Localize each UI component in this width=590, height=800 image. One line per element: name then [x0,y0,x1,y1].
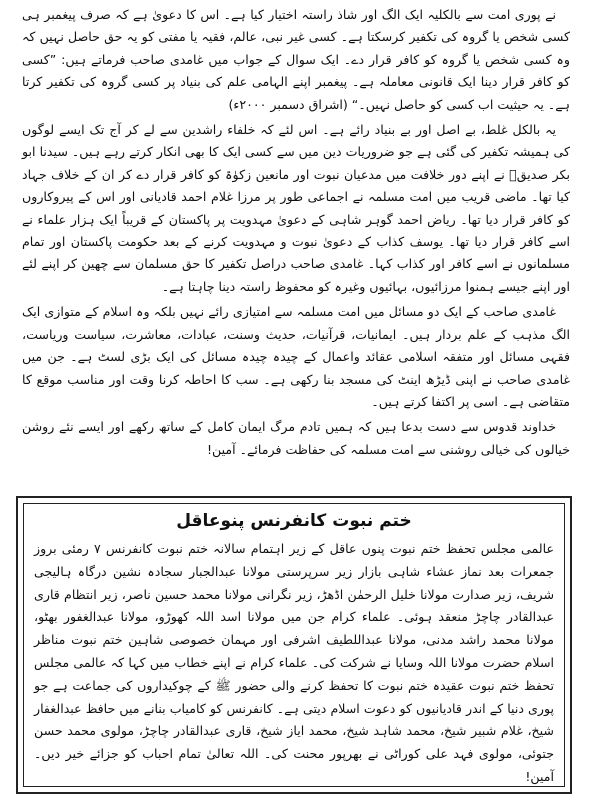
article-column [22,4,570,464]
article-paragraph-4: خداوند قدوس سے دست بدعا ہیں کہ ہمیں تادم مرگ ایمان کامل کے ساتھ رکھے اور ایسے نئے روشن خیالوں کی خیالی روشنی سے امت مسلمہ کی حفاظت فرمائے۔ آمین! [22,419,570,457]
news-box [16,496,572,794]
article-paragraph-2: یہ بالکل غلط، بے اصل اور بے بنیاد رائے ہے۔ اس لئے کہ خلفاء راشدین سے لے کر آج تک ایسے لوگوں کی ہمیشہ تکفیر کی گئی ہے جو ضروریات دین میں سے کسی ایک کا بھی انکار کرتے رہے ہیں۔ سیدنا ابو بکر صدیقؓ نے اپنے دور خلافت میں مدعیان نبوت اور مانعین زکوٰۃ کو کافر قرار دے کر ان کے خلاف جہاد کیا تھا۔ ماضی قریب میں امت مسلمہ نے اجماعی طور پر مرزا غلام احمد قادیانی اور اس کے پیروکاروں کو کافر قرار دیا تھا۔ ریاض احمد گوہر شاہی کے دعویٰ مہدویت پر پاکستان کے قریباً ایک ہزار علماء نے اسے کافر قرار دیا تھا۔ یوسف کذاب کے دعویٰ نبوت و مہدویت کرنے کے بعد حکومت پاکستان اور تمام مسلمانوں نے اسے کافر اور کذاب کہا۔ غامدی صاحب دراصل تکفیر کا حق مسلمان سے چھین کر اپنے لئے اور اپنے جیسے ہمنوا مرزائیوں، بہائیوں وغیرہ کو محفوظ راستہ دینا چاہتا ہے۔ [22,122,570,294]
news-box-body: عالمی مجلس تحفظ ختم نبوت پنوں عاقل کے زیر اہتمام سالانہ ختم نبوت کانفرنس ۷ رمئی بروز جمعرات بعد نماز عشاء شاہی بازار زیر سرپرستی مولانا عبدالجبار سجادہ نشین درگاہ ہالیجی شریف، زیر صدارت مولانا خلیل الرحمٰن اڈھڑ، زیر نگرانی مولانا محمد حسین ناصر، زیر انتظام قاری عبدالقادر چاچڑ منعقد ہوئی۔ علماء کرام جن میں مولانا اسد اللہ کھوڑو، مولانا عبدالغفور بھٹو، مولانا محمد راشد مدنی، مولانا عبداللطیف اشرفی اور مہمان خصوصی شاہین ختم نبوت مناظر اسلام حضرت مولانا اللہ وسایا نے شرکت کی۔ علماء کرام نے اپنے خطاب میں کہا کہ عالمی مجلس تحفظ ختم نبوت عقیدہ ختم نبوت کا تحفظ کرنے والی حضور ﷺ کے چوکیداروں کی جماعت ہے جو پوری دنیا کے اندر قادیانیوں کو دعوت اسلام دیتی ہے۔ کانفرنس کو کامیاب بنانے میں حافظ عبدالغفار شیخ، غلام شبیر شیخ، محمد شاہد شیخ، محمد ایاز شیخ، قاری عبدالقادر چاچڑ، مولوی محمد حسن جتوئی، مولوی فہد علی کوراٹی نے بھرپور محنت کی۔ اللہ تعالیٰ تمام احباب کو جزائے خیر دیں۔ آمین! [34,541,554,784]
news-box-inner-frame [23,503,565,787]
article-paragraph-3: غامدی صاحب کے ایک دو مسائل میں امت مسلمہ سے امتیازی رائے نہیں بلکہ وہ اسلام کے متوازی ایک الگ مذہب کے علم بردار ہیں۔ ایمانیات، قرآنیات، حدیث وسنت، عبادات، معاشرت، سیاست وریاست، فقہی مسائل اور متفقہ اسلامی عقائد واعمال کے چیدہ چیدہ مسائل کی ایک بڑی لسٹ ہے۔ جن میں غامدی صاحب نے اپنی ڈیڑھ اینٹ کی مسجد بنا رکھی ہے۔ سب کا احاطہ کرنا وقت اور مناسب موقع کا متقاضی ہے۔ اسی پر اکتفا کرتے ہیں۔ [22,304,570,409]
news-box-title: ختم نبوت کانفرنس پنوعاقل [176,511,412,531]
article-paragraph-1: نے پوری امت سے بالکلیہ ایک الگ اور شاذ راستہ اختیار کیا ہے۔ اس کا دعویٰ ہے کہ صرف پیغمبر ہی کسی شخص یا گروہ کی تکفیر کرسکتا ہے۔ کسی غیر نبی، عالم، فقیہ یا مفتی کو یہ حق حاصل نہیں کہ وہ کسی شخص یا گروہ کو کافر قرار دے۔ ایک سوال کے جواب میں غامدی صاحب فرماتے ہیں: ”کسی کو کافر قرار دینا ایک قانونی معاملہ ہے۔ پیغمبر اپنے الہامی علم کی بنیاد پر کسی گروہ کی تکفیر کرتا ہے۔ یہ حیثیت اب کسی کو حاصل نہیں۔“ (اشراق دسمبر ۲۰۰۰ء) [22,7,570,112]
